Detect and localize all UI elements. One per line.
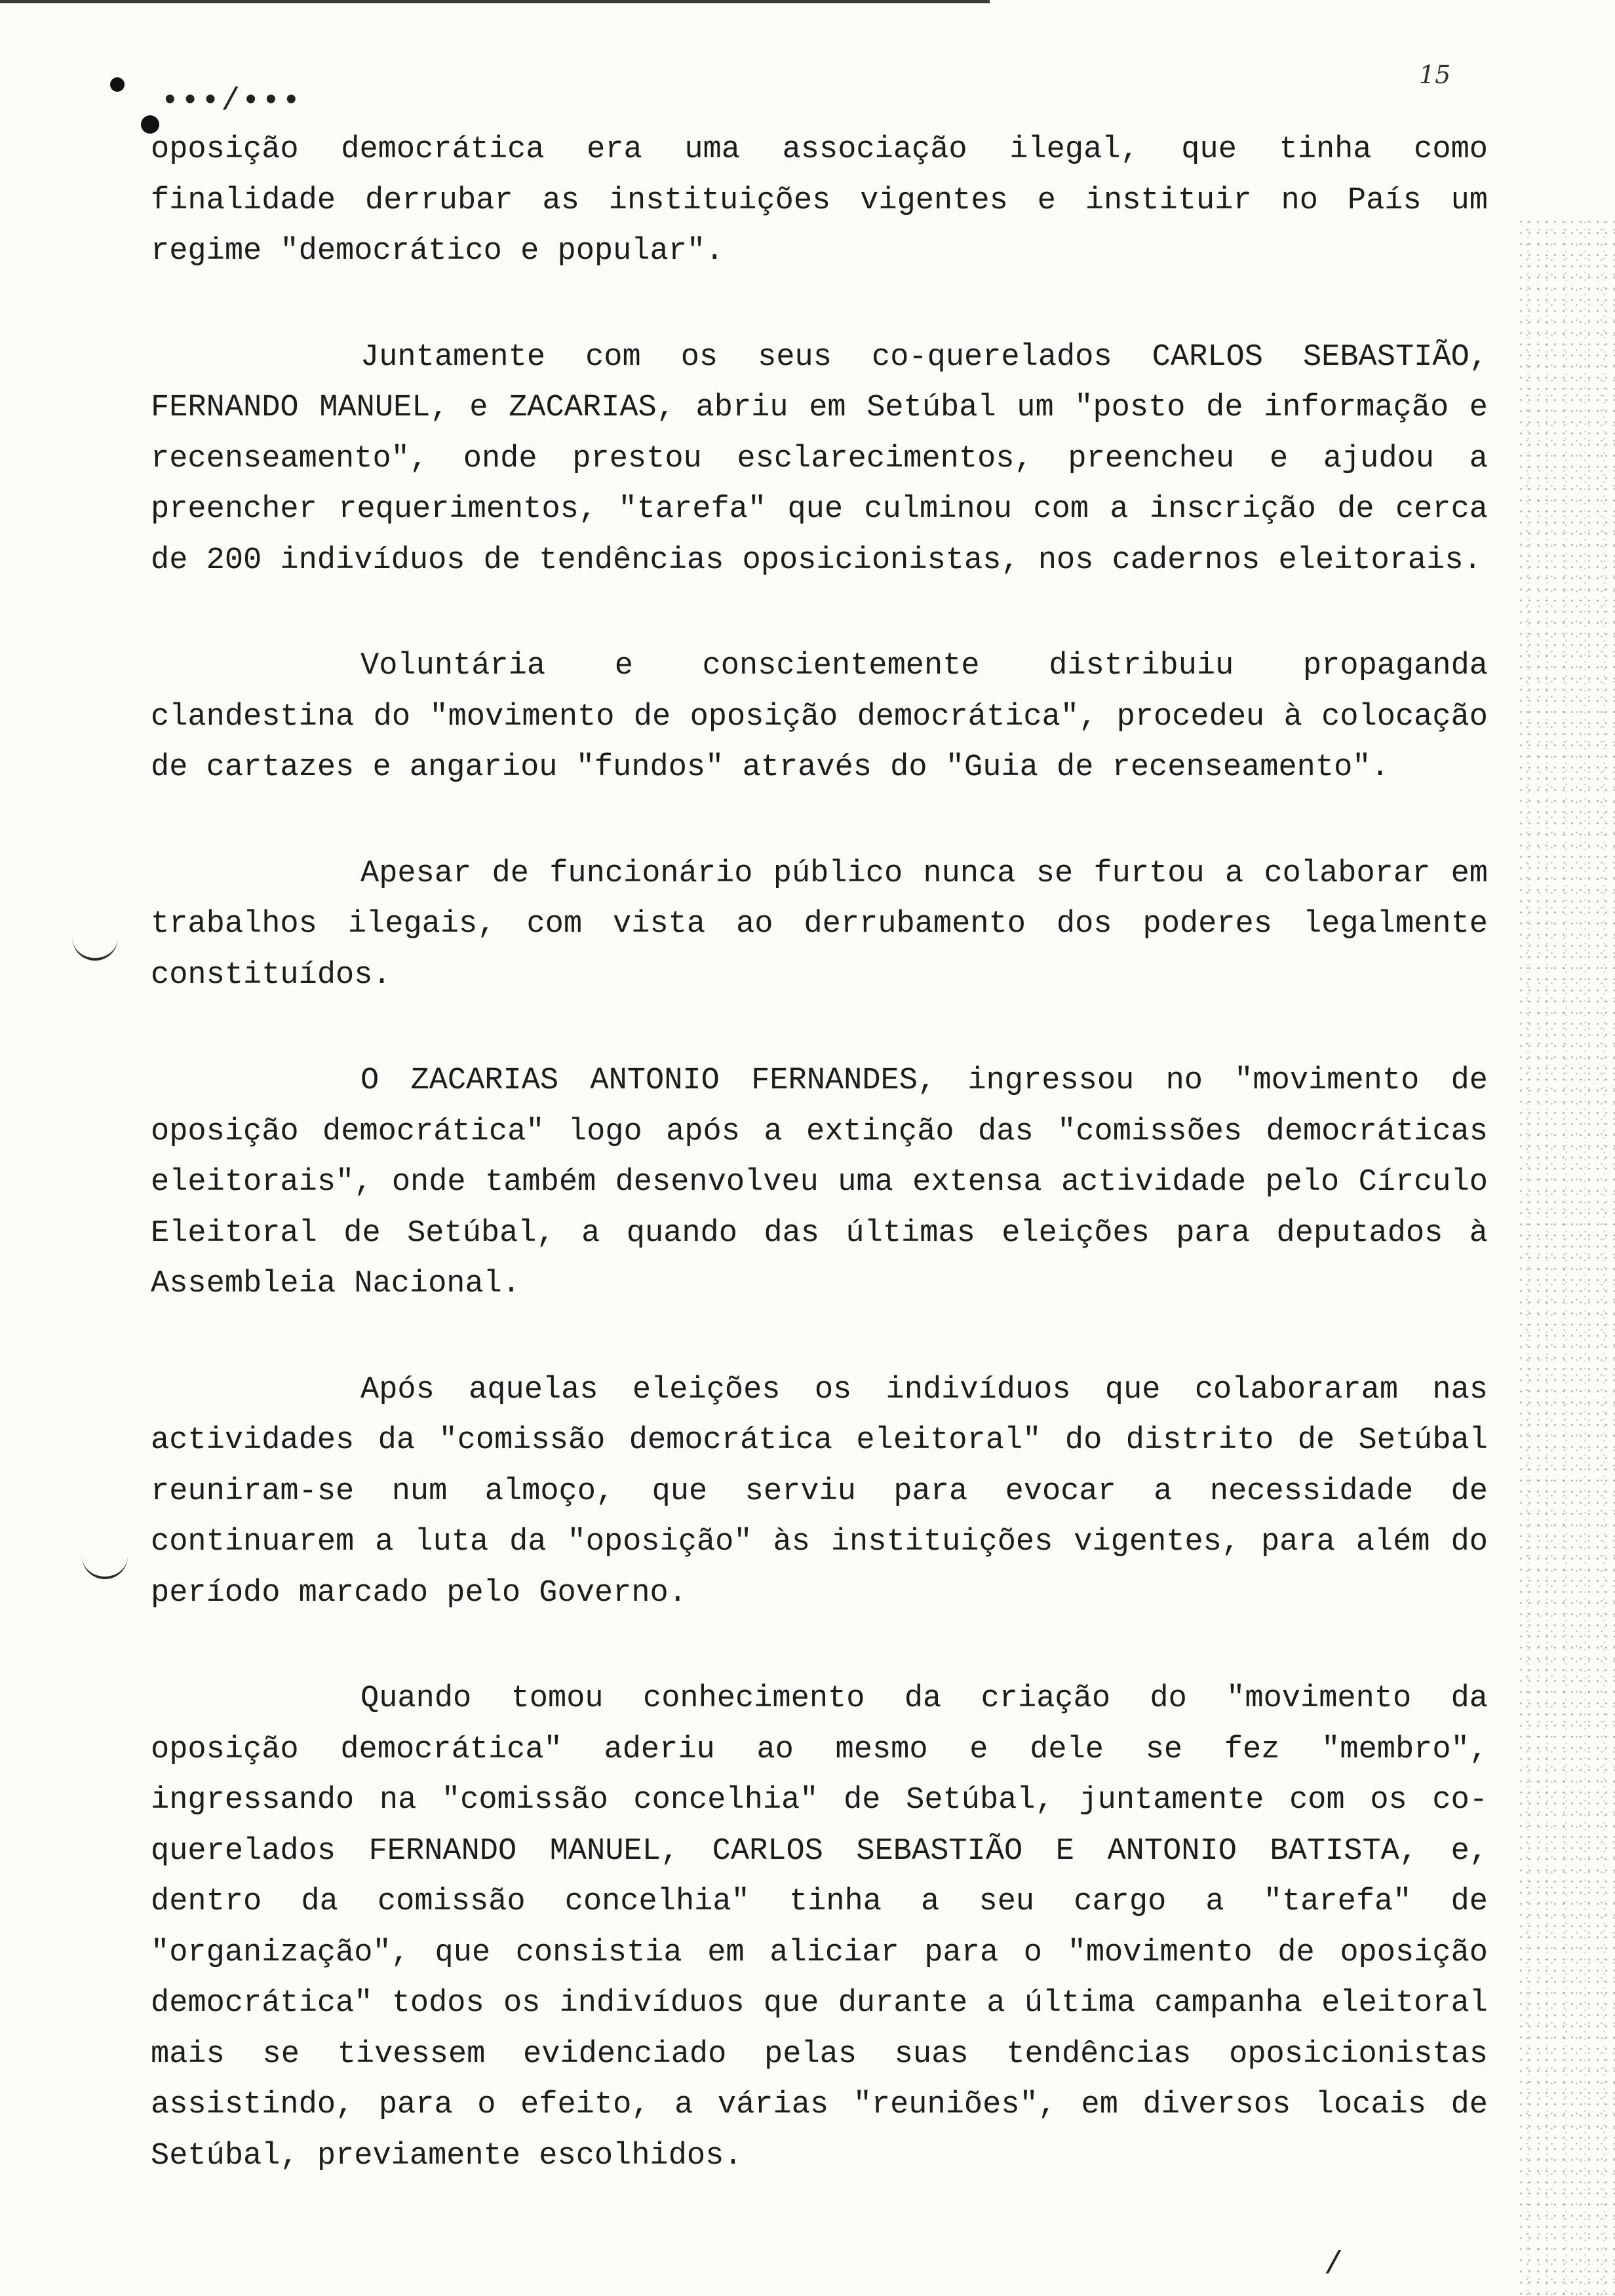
ink-slash-mark: / <box>1324 2248 1343 2283</box>
margin-arc-mark <box>72 929 118 961</box>
paragraph-5-text: O ZACARIAS ANTONIO FERNANDES, ingressou no "movimento de oposição democrática" logo após a extinção das "comissões democráticas eleitorais", onde também desenvolveu uma extensa actividade pelo Círculo Eleitoral de Setúbal, a quando das últimas eleições para deputados à Assembleia Nacional. <box>151 1063 1507 1301</box>
paragraph-2-text: Juntamente com os seus co-querelados CARLOS SEBASTIÃO, FERNANDO MANUEL, e ZACARIAS, abriu em Setúbal um "posto de informação e recenseamento", onde prestou esclarecimentos, preencheu e ajudou a preencher requerimentos, "tarefa" que culminou com a inscrição de cerca de 200 indivíduos de tendências oposicionistas, nos cadernos eleitorais. <box>151 339 1507 578</box>
paragraph-7 <box>151 1674 1507 2181</box>
paragraph-3-text: Voluntária e conscientemente distribuiu propaganda clandestina do "movimento de oposição democrática", procedeu à colocação de cartazes e angariou "fundos" através do "Guia de recenseamento". <box>151 649 1507 785</box>
paragraph-4 <box>151 849 1507 1001</box>
body-text <box>151 124 1507 2236</box>
paragraph-3 <box>151 641 1507 794</box>
paragraph-5 <box>151 1056 1507 1310</box>
paragraph-6 <box>151 1365 1507 1619</box>
paragraph-1 <box>151 124 1507 277</box>
margin-arc-mark-2 <box>82 1548 128 1579</box>
paragraph-4-text: Apesar de funcionário público nunca se furtou a colaborar em trabalhos ilegais, com vista ao derrubamento dos poderes legalmente constituídos. <box>151 856 1507 993</box>
punch-hole-mark <box>110 77 125 92</box>
top-edge-rule <box>0 0 990 3</box>
paragraph-7-text: Quando tomou conhecimento da criação do "movimento da oposição democrática" aderiu ao mesmo e dele se fez "membro", ingressando na "comissão concelhia" de Setúbal, juntamente com os co-querelados FERNANDO MANUEL, CARLOS SEBASTIÃO E ANTONIO BATISTA, e, dentro da comissão concelhia" tinha a seu cargo a "tarefa" de "organização", que consistia em aliciar para o "movimento de oposição democrática" todos os indivíduos que durante a última campanha eleitoral mais se tivessem evidenciado pelas suas tendências oposicionistas assistindo, para o efeito, a várias "reuniões", em diversos locais de Setúbal, previamente escolhidos. <box>151 1681 1507 2173</box>
paragraph-1-text: oposição democrática era uma associação ilegal, que tinha como finalidade derrubar as instituições vigentes e instituir no País um regime "democrático e popular". <box>151 132 1507 269</box>
page-number: 15 <box>1419 60 1451 89</box>
paragraph-6-text: Após aquelas eleições os indivíduos que colaboraram nas actividades da "comissão democrática eleitoral" do distrito de Setúbal reuniram-se num almoço, que serviu para evocar a necessidade de continuarem a luta da "oposição" às instituições vigentes, para além do período marcado pelo Governo. <box>151 1372 1507 1611</box>
continuation-mark: •••/••• <box>161 84 302 119</box>
paragraph-2 <box>151 332 1507 586</box>
scan-noise-edge <box>1517 216 1615 2296</box>
